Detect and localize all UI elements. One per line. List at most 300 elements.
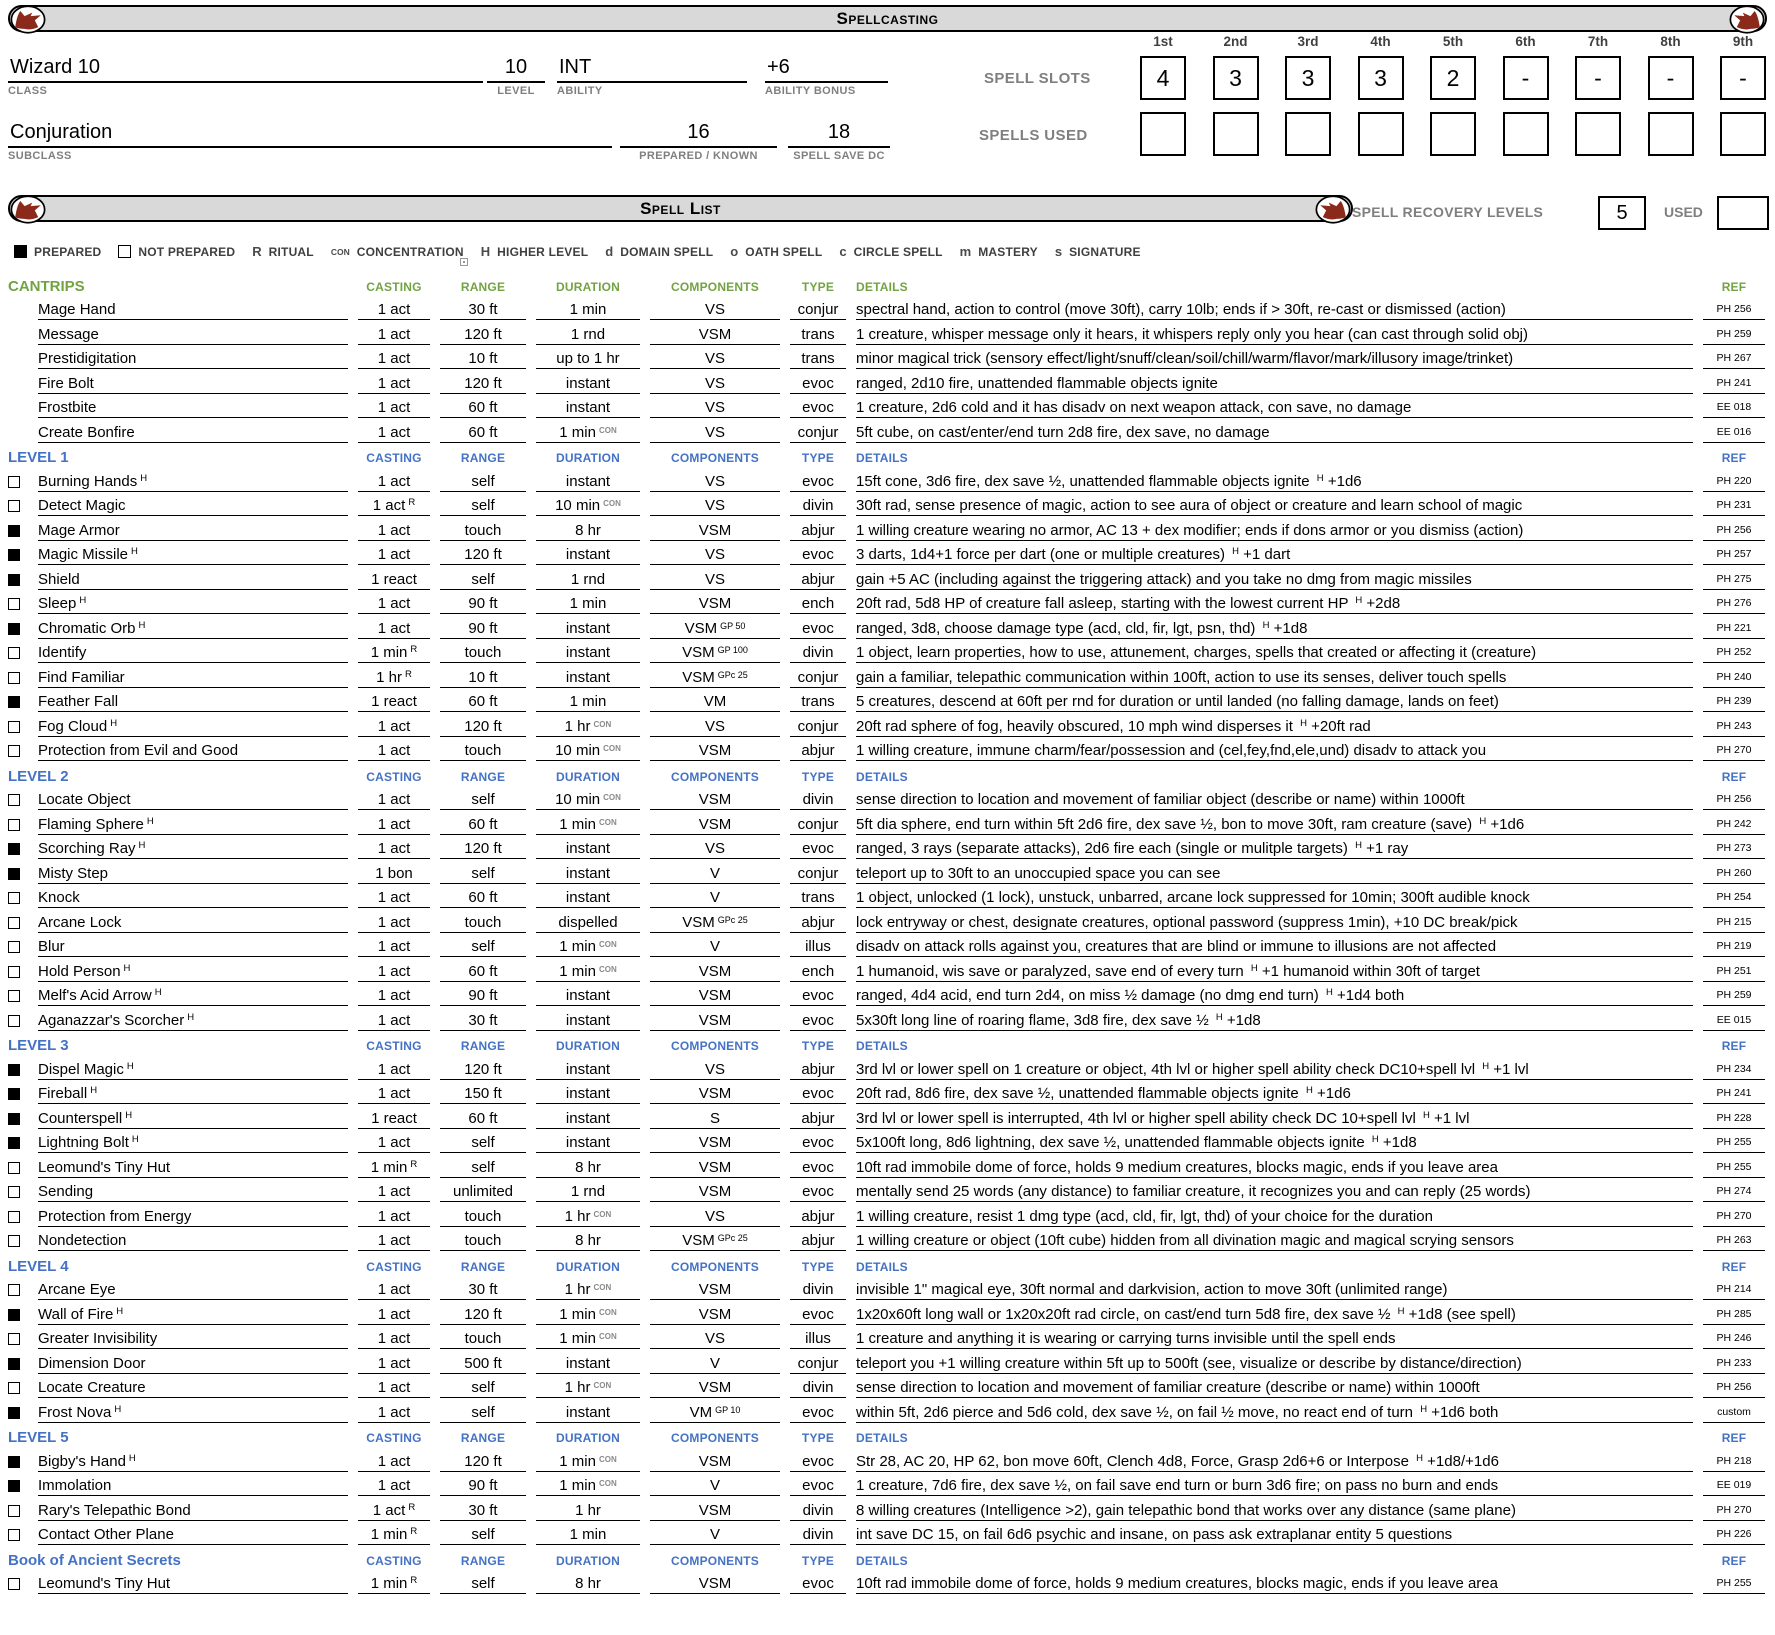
prepared-checkbox[interactable] <box>8 1333 20 1345</box>
spell-name[interactable]: Blur <box>38 938 348 957</box>
spell-name[interactable]: Immolation <box>38 1477 348 1496</box>
prepared-checkbox[interactable] <box>8 1407 20 1419</box>
prepared-known-label: PREPARED / KNOWN <box>639 150 758 162</box>
column-header-type: TYPE <box>801 1039 835 1053</box>
spell-slot-box[interactable]: 3 <box>1213 56 1259 100</box>
components-cell: V <box>650 1355 780 1374</box>
column-header-type: TYPE <box>801 769 835 784</box>
prepared-checkbox[interactable] <box>8 1088 20 1100</box>
ref-cell: PH 270 <box>1703 1210 1765 1227</box>
legend-symbol: s <box>1054 244 1063 259</box>
type-cell: abjur <box>790 1061 846 1080</box>
spell-name[interactable]: Arcane Lock <box>38 914 348 933</box>
column-header-ref: REF <box>1721 1553 1747 1568</box>
column-header-ref: REF <box>1721 279 1747 294</box>
range-cell: 60 ft <box>440 693 526 712</box>
details-cell: 1 creature, 2d6 cold and it has disadv on next weapon attack, con save, no damage <box>856 399 1693 418</box>
details-cell: 20ft rad, 5d8 HP of creature fall asleep, starting with the lowest current HP $^H$ +2d8 <box>856 595 1693 614</box>
spell-row <box>8 1055 1765 1080</box>
spell-name[interactable]: Protection from Energy <box>38 1208 348 1227</box>
duration-cell: 1 min $^{CON}$ <box>536 1453 640 1472</box>
spell-name[interactable]: Leomund's Tiny Hut <box>38 1575 348 1594</box>
spell-name[interactable]: Burning Hands $^H$ <box>38 473 348 492</box>
spell-row <box>8 467 1765 492</box>
prepared-checkbox[interactable] <box>8 1578 20 1590</box>
spell-name[interactable]: Dimension Door <box>38 1355 348 1374</box>
spell-name[interactable]: Counterspell $^H$ <box>38 1110 348 1129</box>
prepared-cell <box>8 917 28 933</box>
section-title: LEVEL 4 <box>8 1257 69 1275</box>
spell-name[interactable]: Misty Step <box>38 865 348 884</box>
spell-row <box>8 1570 1765 1595</box>
casting-cell: 1 bon <box>358 865 430 884</box>
level-label: LEVEL <box>497 85 535 97</box>
duration-cell: instant <box>536 669 640 688</box>
column-header-range: RANGE <box>460 279 506 294</box>
legend-item <box>331 245 464 259</box>
ref-cell: PH 255 <box>1703 1161 1765 1178</box>
type-cell: trans <box>790 326 846 345</box>
concentration-marker: CON <box>603 499 621 508</box>
components-cell: VSM <box>650 1134 780 1153</box>
spell-name[interactable]: Protection from Evil and Good <box>38 742 348 761</box>
prepared-checkbox[interactable] <box>8 1382 20 1394</box>
components-cell: VS <box>650 375 780 394</box>
spell-row <box>8 369 1765 394</box>
duration-cell: instant <box>536 1134 640 1153</box>
section-header-row <box>8 443 1765 468</box>
duration-cell: 1 hr $^{CON}$ <box>536 1379 640 1398</box>
prepared-checkbox[interactable] <box>8 476 20 488</box>
spell-name[interactable]: Magic Missile $^H$ <box>38 546 348 565</box>
column-header-type: TYPE <box>801 451 835 465</box>
range-cell: 120 ft <box>440 1061 526 1080</box>
ref-cell: PH 270 <box>1703 1504 1765 1521</box>
details-cell: 1 willing creature, resist 1 dmg type (acd, cld, fir, lgt, thd) of your choice for the duration <box>856 1208 1693 1227</box>
ref-cell: PH 241 <box>1703 377 1765 394</box>
prepared-cell <box>8 647 28 663</box>
column-header-type: TYPE <box>801 1431 835 1445</box>
ref-cell: PH 263 <box>1703 1234 1765 1251</box>
spell-row <box>8 394 1765 419</box>
prepared-checkbox[interactable] <box>8 966 20 978</box>
prepared-checkbox[interactable] <box>8 892 20 904</box>
duration-cell: 8 hr <box>536 522 640 541</box>
column-header-details: DETAILS <box>856 769 908 784</box>
duration-cell: instant <box>536 1085 640 1104</box>
components-cell: V <box>650 889 780 908</box>
components-cell: VS <box>650 399 780 418</box>
components-cell: VSM $^{GPc 25}$ <box>650 1232 780 1251</box>
concentration-marker: CON <box>593 1283 612 1292</box>
prepared-checkbox[interactable] <box>8 525 20 537</box>
details-cell: 1 willing creature or object (10ft cube) hidden from all divination magic and magical scrying sensors <box>856 1232 1693 1251</box>
details-cell: mentally send 25 words (any distance) to familiar creature, it recognizes you and can reply (25 words) <box>856 1183 1693 1202</box>
column-header-duration: DURATION <box>555 1553 621 1568</box>
legend-item <box>481 244 588 259</box>
prepared-checkbox[interactable] <box>8 1529 20 1541</box>
subclass-value[interactable]: Conjuration <box>8 120 612 148</box>
casting-cell: 1 act <box>358 791 430 810</box>
components-cell: VSM <box>650 1575 780 1594</box>
prepared-checkbox[interactable] <box>8 1456 20 1468</box>
prepared-checkbox[interactable] <box>8 794 20 806</box>
casting-cell: 1 act <box>358 840 430 859</box>
casting-cell: 1 act <box>358 816 430 835</box>
column-header-duration: DURATION <box>555 769 621 784</box>
spell-row <box>8 663 1765 688</box>
range-cell: 150 ft <box>440 1085 526 1104</box>
spell-slot-box[interactable]: 2 <box>1430 56 1476 100</box>
spell-name[interactable]: Mage Armor <box>38 522 348 541</box>
prepared-cell <box>8 1382 28 1398</box>
ref-cell: PH 242 <box>1703 818 1765 835</box>
spell-name[interactable]: Message <box>38 326 348 345</box>
type-cell: evoc <box>790 1575 846 1594</box>
details-cell: 5ft cube, on cast/enter/end turn 2d8 fire, dex save, no damage <box>856 424 1693 443</box>
spell-name[interactable]: Prestidigitation <box>38 350 348 369</box>
spell-name[interactable]: Contact Other Plane <box>38 1526 348 1545</box>
ritual-marker: R <box>410 1575 418 1586</box>
higher-level-marker: H <box>1215 1011 1223 1023</box>
spell-row <box>8 933 1765 958</box>
ritual-marker: R <box>408 1501 416 1513</box>
prepared-cell <box>8 941 28 957</box>
components-cell: VSM <box>650 326 780 345</box>
casting-cell: 1 act $^R$ <box>358 497 430 516</box>
range-cell: 120 ft <box>440 1453 526 1472</box>
spell-row <box>8 345 1765 370</box>
components-cell: S <box>650 1110 780 1129</box>
legend-item <box>252 244 314 259</box>
spell-name[interactable]: Shield <box>38 571 348 590</box>
details-cell: 10ft rad immobile dome of force, holds 9 medium creatures, blocks magic, ends if you leave area <box>856 1575 1693 1594</box>
spell-name[interactable]: Flaming Sphere $^H$ <box>38 816 348 835</box>
spell-used-box[interactable] <box>1140 112 1186 156</box>
spell-name[interactable]: Locate Creature <box>38 1379 348 1398</box>
level-value[interactable]: 10 <box>487 55 545 83</box>
prepared-checkbox[interactable] <box>8 1137 20 1149</box>
details-cell: 5ft dia sphere, end turn within 5ft 2d6 fire, dex save ½, bon to move 30ft, ram creature (save) $^H$ +1d6 <box>856 816 1693 835</box>
duration-cell: 1 hr $^{CON}$ <box>536 1281 640 1300</box>
prepared-cell <box>8 1407 28 1423</box>
type-cell: conjur <box>790 1355 846 1374</box>
ability-bonus-value[interactable]: +6 <box>765 55 888 83</box>
spell-row <box>8 908 1765 933</box>
spell-name[interactable]: Fire Bolt <box>38 375 348 394</box>
spell-name[interactable]: Fireball $^H$ <box>38 1085 348 1104</box>
type-cell: conjur <box>790 301 846 320</box>
legend-item <box>605 244 713 259</box>
spell-name[interactable]: Mage Hand <box>38 301 348 320</box>
range-cell: 30 ft <box>440 1012 526 1031</box>
prepared-checkbox[interactable] <box>8 1162 20 1174</box>
spell-name[interactable]: Frost Nova $^H$ <box>38 1404 348 1423</box>
higher-level-marker: H <box>1420 1403 1428 1415</box>
prepared-checkbox[interactable] <box>8 696 20 708</box>
components-cell: VS <box>650 497 780 516</box>
prepared-checkbox[interactable] <box>8 941 20 953</box>
spell-name[interactable]: Leomund's Tiny Hut <box>38 1159 348 1178</box>
higher-level-marker: H <box>114 1403 122 1415</box>
section-header-row <box>8 1545 1765 1570</box>
column-header-casting: CASTING <box>366 451 422 465</box>
prepared-cell <box>8 598 28 614</box>
spell-name[interactable]: Lightning Bolt $^H$ <box>38 1134 348 1153</box>
spell-name[interactable]: Melf's Acid Arrow $^H$ <box>38 987 348 1006</box>
range-cell: 120 ft <box>440 1306 526 1325</box>
spell-row <box>8 737 1765 762</box>
spell-row <box>8 859 1765 884</box>
casting-cell: 1 act <box>358 595 430 614</box>
range-cell: 30 ft <box>440 1502 526 1521</box>
range-cell: touch <box>440 1330 526 1349</box>
spell-used-box[interactable] <box>1720 112 1766 156</box>
prepared-checkbox[interactable] <box>8 1113 20 1125</box>
prepared-checkbox[interactable] <box>8 868 20 880</box>
column-header-components: COMPONENTS <box>670 1431 759 1445</box>
prepared-checkbox[interactable] <box>8 745 20 757</box>
details-cell: int save DC 15, on fail 6d6 psychic and insane, on pass ask extraplanar entity 5 questions <box>856 1526 1693 1545</box>
spell-name[interactable]: Arcane Eye <box>38 1281 348 1300</box>
range-cell: self <box>440 865 526 884</box>
prepared-checkbox[interactable] <box>8 721 20 733</box>
spell-row <box>8 1496 1765 1521</box>
prepared-checkbox[interactable] <box>8 1309 20 1321</box>
spell-name[interactable]: Create Bonfire <box>38 424 348 443</box>
details-cell: ranged, 2d10 fire, unattended flammable objects ignite <box>856 375 1693 394</box>
prepared-checkbox[interactable] <box>8 1284 20 1296</box>
details-cell: 3rd lvl or lower spell on 1 creature or object, 4th lvl or higher spell ability check DC10+spell lvl $^H$ +1 lvl <box>856 1061 1693 1080</box>
spell-slot-box[interactable]: 4 <box>1140 56 1186 100</box>
spell-used-box[interactable] <box>1503 112 1549 156</box>
casting-cell: 1 act <box>358 375 430 394</box>
cell-cursor-artifact-icon <box>460 258 468 266</box>
prepared-checkbox[interactable] <box>8 917 20 929</box>
prepared-checkbox[interactable] <box>8 819 20 831</box>
legend-label: NOT PREPARED <box>138 244 236 259</box>
type-cell: evoc <box>790 1306 846 1325</box>
prepared-checkbox[interactable] <box>8 672 20 684</box>
column-header-type: TYPE <box>801 1259 835 1274</box>
components-cost-marker: GPc 25 <box>717 669 748 680</box>
duration-cell: 1 min $^{CON}$ <box>536 1306 640 1325</box>
ref-cell: PH 256 <box>1703 524 1765 541</box>
prepared-cell <box>8 1480 28 1496</box>
spell-name[interactable]: Nondetection <box>38 1232 348 1251</box>
spell-name[interactable]: Sending <box>38 1183 348 1202</box>
ritual-marker: R <box>408 497 416 508</box>
concentration-marker: CON <box>593 1381 612 1390</box>
details-cell: 1 creature, 7d6 fire, dex save ½, on fail save end turn or burn 3d6 fire; on pass no burn and ends <box>856 1477 1693 1496</box>
column-header-details: DETAILS <box>856 451 908 465</box>
type-cell: conjur <box>790 816 846 835</box>
details-cell: sense direction to location and movement of familiar creature (describe or name) within 1000ft <box>856 1379 1693 1398</box>
spell-name[interactable]: Sleep $^H$ <box>38 595 348 614</box>
recovery-used-value-box[interactable] <box>1717 196 1769 230</box>
spell-used-box[interactable] <box>1213 112 1259 156</box>
spell-name[interactable]: Aganazzar's Scorcher $^H$ <box>38 1012 348 1031</box>
prepared-checkbox[interactable] <box>8 1480 20 1492</box>
higher-level-marker: H <box>138 619 146 631</box>
type-cell: conjur <box>790 865 846 884</box>
spellcasting-banner <box>8 5 1767 32</box>
prepared-known-value[interactable]: 16 <box>620 120 777 148</box>
spell-name[interactable]: Rary's Telepathic Bond <box>38 1502 348 1521</box>
components-cell: VSM <box>650 595 780 614</box>
type-cell: divin <box>790 791 846 810</box>
spell-used-box[interactable] <box>1285 112 1331 156</box>
higher-level-marker: H <box>128 1452 136 1464</box>
prepared-checkbox[interactable] <box>8 1235 20 1247</box>
slot-level-label: 7th <box>1587 34 1609 49</box>
prepared-checkbox[interactable] <box>8 598 20 610</box>
column-header-ref: REF <box>1721 451 1747 465</box>
higher-level-marker: H <box>1479 815 1487 827</box>
range-cell: 60 ft <box>440 816 526 835</box>
prepared-cell <box>8 1529 28 1545</box>
class-value[interactable]: Wizard 10 <box>8 55 483 83</box>
duration-cell: instant <box>536 375 640 394</box>
type-cell: evoc <box>790 1134 846 1153</box>
spell-slot-box[interactable]: 3 <box>1358 56 1404 100</box>
casting-cell: 1 act <box>358 1477 430 1496</box>
duration-cell: instant <box>536 840 640 859</box>
spell-row <box>8 541 1765 566</box>
range-cell: 90 ft <box>440 620 526 639</box>
section-title: LEVEL 5 <box>8 1429 69 1446</box>
type-cell: abjur <box>790 571 846 590</box>
spell-slot-box[interactable]: - <box>1503 56 1549 100</box>
type-cell: abjur <box>790 1110 846 1129</box>
prepared-checkbox[interactable] <box>8 1015 20 1027</box>
range-cell: self <box>440 938 526 957</box>
spell-used-box[interactable] <box>1358 112 1404 156</box>
details-cell: 1x20x60ft long wall or 1x20x20ft rad circle, on cast/end turn 5d8 fire, dex save ½ $^H$ +1d8 (see spell) <box>856 1306 1693 1325</box>
casting-cell: 1 act <box>358 963 430 982</box>
concentration-marker: CON <box>603 744 621 753</box>
spell-slot-box[interactable]: 3 <box>1285 56 1331 100</box>
duration-cell: 10 min $^{CON}$ <box>536 497 640 516</box>
spell-name[interactable]: Find Familiar <box>38 669 348 688</box>
prepared-cell <box>8 1064 28 1080</box>
column-header-ref: REF <box>1721 769 1747 784</box>
ref-cell: PH 246 <box>1703 1332 1765 1349</box>
spell-name[interactable]: Detect Magic <box>38 497 348 516</box>
spell-name[interactable]: Fog Cloud $^H$ <box>38 718 348 737</box>
higher-level-marker: H <box>123 962 131 974</box>
spell-slot-box[interactable]: - <box>1575 56 1621 100</box>
spell-used-box[interactable] <box>1430 112 1476 156</box>
prepared-checkbox[interactable] <box>8 549 20 561</box>
spell-name[interactable]: Locate Object <box>38 791 348 810</box>
spell-name[interactable]: Identify <box>38 644 348 663</box>
range-cell: 60 ft <box>440 424 526 443</box>
casting-cell: 1 min $^R$ <box>358 1159 430 1178</box>
prepared-checkbox[interactable] <box>8 1358 20 1370</box>
spell-name[interactable]: Chromatic Orb $^H$ <box>38 620 348 639</box>
prepared-checkbox[interactable] <box>8 574 20 586</box>
range-cell: 60 ft <box>440 963 526 982</box>
prepared-cell <box>8 868 28 884</box>
spell-name[interactable]: Scorching Ray $^H$ <box>38 840 348 859</box>
ref-cell: PH 256 <box>1703 303 1765 320</box>
spell-row <box>8 320 1765 345</box>
prepared-checkbox[interactable] <box>8 1186 20 1198</box>
spell-slot-box[interactable]: - <box>1648 56 1694 100</box>
spell-slot-box[interactable]: - <box>1720 56 1766 100</box>
spell-row <box>8 614 1765 639</box>
legend-item <box>118 245 235 259</box>
spell-name[interactable]: Knock <box>38 889 348 908</box>
spell-used-box[interactable] <box>1648 112 1694 156</box>
prepared-checkbox[interactable] <box>8 1211 20 1223</box>
higher-level-marker: H <box>1250 962 1258 974</box>
spell-name[interactable]: Bigby's Hand $^H$ <box>38 1453 348 1472</box>
prepared-cell <box>8 549 28 565</box>
spell-recovery-value-box[interactable]: 5 <box>1598 196 1646 230</box>
concentration-marker: CON <box>593 719 612 729</box>
spell-save-dc-value[interactable]: 18 <box>788 120 890 148</box>
prepared-checkbox[interactable] <box>8 647 20 659</box>
ability-field <box>557 55 747 97</box>
duration-cell: 1 min <box>536 693 640 712</box>
details-cell: 1 humanoid, wis save or paralyzed, save end of every turn $^H$ +1 humanoid within 30ft of target <box>856 963 1693 982</box>
prepared-checkbox[interactable] <box>8 500 20 512</box>
section-header-row <box>8 1423 1765 1448</box>
spell-name[interactable]: Dispel Magic $^H$ <box>38 1061 348 1080</box>
higher-level-marker: H <box>1397 1305 1405 1317</box>
spell-row <box>8 1080 1765 1105</box>
range-cell: touch <box>440 522 526 541</box>
concentration-marker: CON <box>598 1479 617 1488</box>
spell-row <box>8 1472 1765 1497</box>
range-cell: self <box>440 1134 526 1153</box>
spell-name[interactable]: Feather Fall <box>38 693 348 712</box>
prepared-checkbox[interactable] <box>8 1505 20 1517</box>
type-cell: illus <box>790 1330 846 1349</box>
prepared-checkbox[interactable] <box>8 1064 20 1076</box>
spell-name[interactable]: Greater Invisibility <box>38 1330 348 1349</box>
legend-symbol: c <box>839 244 847 259</box>
type-cell: evoc <box>790 1085 846 1104</box>
spell-used-box[interactable] <box>1575 112 1621 156</box>
spell-row <box>8 1006 1765 1031</box>
legend-label: RITUAL <box>268 244 314 259</box>
slot-level-label: 5th <box>1442 34 1464 49</box>
slot-level-label: 6th <box>1515 34 1536 49</box>
legend <box>14 244 1141 259</box>
spell-name[interactable]: Frostbite <box>38 399 348 418</box>
prepared-checkbox[interactable] <box>8 843 20 855</box>
ref-cell: PH 234 <box>1703 1063 1765 1080</box>
higher-level-marker: H <box>131 546 138 557</box>
spell-name[interactable]: Hold Person $^H$ <box>38 963 348 982</box>
duration-cell: 1 rnd <box>536 326 640 345</box>
wolf-head-icon <box>10 5 46 34</box>
spell-row <box>8 810 1765 835</box>
prepared-checkbox[interactable] <box>8 990 20 1002</box>
ability-value[interactable]: INT <box>557 55 747 83</box>
spell-name[interactable]: Wall of Fire $^H$ <box>38 1306 348 1325</box>
level-field <box>487 55 545 97</box>
spell-row <box>8 1374 1765 1399</box>
spell-row <box>8 1276 1765 1301</box>
higher-level-marker: H <box>131 1134 139 1145</box>
prepared-checkbox[interactable] <box>8 623 20 635</box>
concentration-marker: CON <box>593 1209 612 1219</box>
prepared-cell <box>8 1015 28 1031</box>
